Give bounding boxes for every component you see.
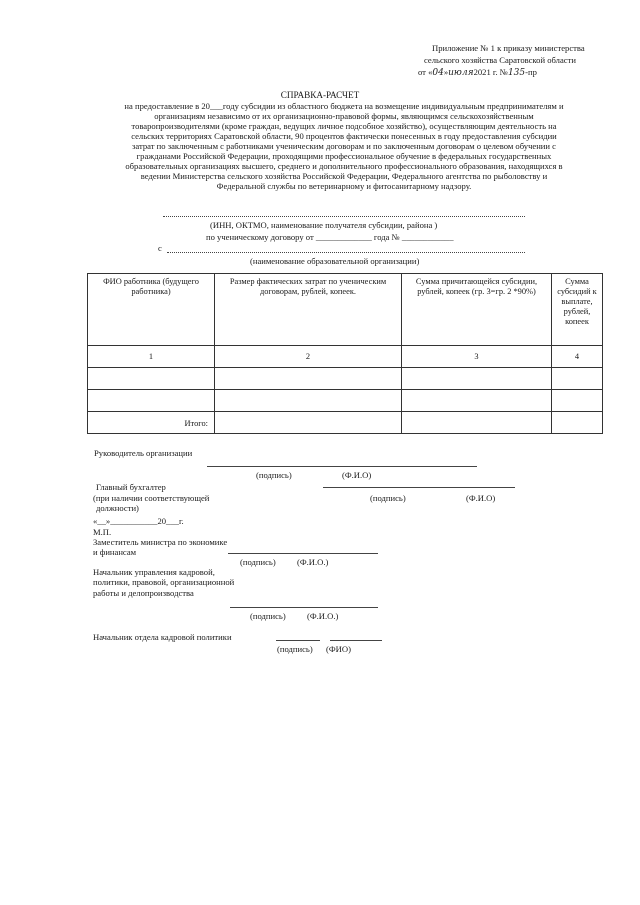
recipient-caption: (ИНН, ОКТМО, наименование получателя субсидии, района )	[210, 220, 438, 230]
stamp-label: М.П.	[93, 527, 112, 537]
deputy-sign-line	[228, 553, 378, 554]
deputy-line-1: Заместитель министра по экономике	[93, 537, 228, 547]
org-line	[167, 252, 525, 253]
table-total-row	[88, 412, 603, 434]
hr-fio-caption: (ФИО)	[326, 644, 351, 654]
appendix-date	[418, 67, 537, 78]
hr-label: Начальник отдела кадровой политики	[93, 632, 232, 642]
contract-line: по ученическому договору от _____________ года № ____________	[206, 232, 454, 242]
dept-head-line-1: Начальник управления кадровой,	[93, 567, 215, 577]
appendix-day: 04	[432, 68, 444, 78]
dept-head-sign-caption: (подпись)	[250, 611, 286, 621]
deputy-fio-caption: (Ф.И.О.)	[297, 557, 329, 567]
with-label: с	[158, 243, 162, 253]
table-row	[88, 368, 603, 390]
date-line: «__»___________20___г.	[93, 516, 184, 526]
appendix-year: 2021 г. №	[473, 67, 508, 77]
hr-sign-line	[276, 640, 320, 641]
header-cell: Сумма причитающейся субсидии, рублей, копеек (гр. 3=гр. 2 *90%)	[402, 274, 552, 346]
intro-line-4: сельских территориях Саратовской области, 90 процентов фактически понесенных в году предоставления субсидии	[131, 131, 557, 141]
table-cell[interactable]	[402, 368, 552, 390]
intro-line-5: затрат по заключенным с работниками ученическим договорам и по заключенным договорам о целевом обучении с	[132, 141, 556, 151]
appendix-number: 135	[507, 68, 526, 78]
recipient-line	[163, 216, 525, 217]
deputy-line-2: и финансам	[93, 547, 137, 557]
page-title: СПРАВКА-РАСЧЕТ	[280, 90, 360, 100]
dept-head-line-2: политики, правовой, организационной	[93, 577, 235, 587]
table-cell[interactable]	[215, 390, 402, 412]
accountant-note-1: (при наличии соответствующей	[93, 493, 210, 503]
table-cell[interactable]	[552, 390, 603, 412]
total-label: Итого:	[88, 412, 215, 434]
head-sign-line	[207, 466, 477, 467]
table-number-row	[88, 346, 603, 368]
hr-sign-caption: (подпись)	[277, 644, 313, 654]
accountant-fio-caption: (Ф.И.О)	[466, 493, 496, 503]
intro-line-8: ведении Министерства сельского хозяйства Российской Федерации, Федерального агентства по рыболовству и	[140, 171, 548, 181]
subsidy-table	[87, 273, 603, 434]
table-header-row	[88, 274, 603, 346]
head-sign-caption: (подпись)	[256, 470, 292, 480]
accountant-label: Главный бухгалтер	[96, 482, 166, 492]
table-row	[88, 390, 603, 412]
table-cell[interactable]	[88, 390, 215, 412]
appendix-quote-close: »	[443, 67, 449, 77]
header-cell: Сумма субсидий к выплате, рублей, копеек	[552, 274, 603, 346]
header-cell: Размер фактических затрат по ученическим договорам, рублей, копеек.	[215, 274, 402, 346]
org-caption: (наименование образовательной организации)	[250, 256, 420, 266]
accountant-note-2: должности)	[96, 503, 139, 513]
table-cell[interactable]	[402, 412, 552, 434]
appendix-month: июля	[448, 68, 474, 78]
column-number: 1	[88, 346, 215, 368]
head-label: Руководитель организации	[94, 448, 193, 458]
table-cell[interactable]	[402, 390, 552, 412]
header-cell: ФИО работника (будущего работника)	[88, 274, 215, 346]
intro-line-2: организациям независимо от их организационно-правовой формы, являющимся сельскохозяйственным	[154, 111, 534, 121]
table-cell[interactable]	[215, 412, 402, 434]
table-cell[interactable]	[552, 368, 603, 390]
intro-line-1: на предоставление в 20___году субсидии из областного бюджета на возмещение индивидуальным предпринимателям и	[124, 101, 564, 111]
column-number: 4	[552, 346, 603, 368]
appendix-date-prefix: от «	[418, 67, 433, 77]
column-number: 2	[215, 346, 402, 368]
accountant-sign-caption: (подпись)	[370, 493, 406, 503]
intro-line-6: гражданами Российской Федерации, проходящими профессиональное обучение в федеральных государственных	[136, 151, 552, 161]
intro-line-7: образовательных организациях высшего, среднего и дополнительного профессионального образования, находящихся в	[125, 161, 563, 171]
dept-head-fio-caption: (Ф.И.О.)	[307, 611, 339, 621]
intro-line-3: товаропроизводителями (кроме граждан, ведущих личное подсобное хозяйство), осуществляющим деятельность на	[131, 121, 557, 131]
hr-fio-line	[330, 640, 382, 641]
table-cell[interactable]	[88, 368, 215, 390]
table-cell[interactable]	[552, 412, 603, 434]
column-number: 3	[402, 346, 552, 368]
dept-head-line-3: работы и делопроизводства	[93, 588, 194, 598]
deputy-sign-caption: (подпись)	[240, 557, 276, 567]
head-fio-caption: (Ф.И.О)	[342, 470, 372, 480]
table-cell[interactable]	[215, 368, 402, 390]
appendix-suffix: -пр	[525, 67, 537, 77]
intro-line-9: Федеральной службы по ветеринарному и фитосанитарному надзору.	[216, 181, 472, 191]
appendix-line-1: Приложение № 1 к приказу министерства	[432, 43, 585, 53]
dept-head-sign-line	[230, 607, 378, 608]
appendix-line-2: сельского хозяйства Саратовской области	[424, 55, 576, 65]
accountant-sign-line	[323, 487, 515, 488]
